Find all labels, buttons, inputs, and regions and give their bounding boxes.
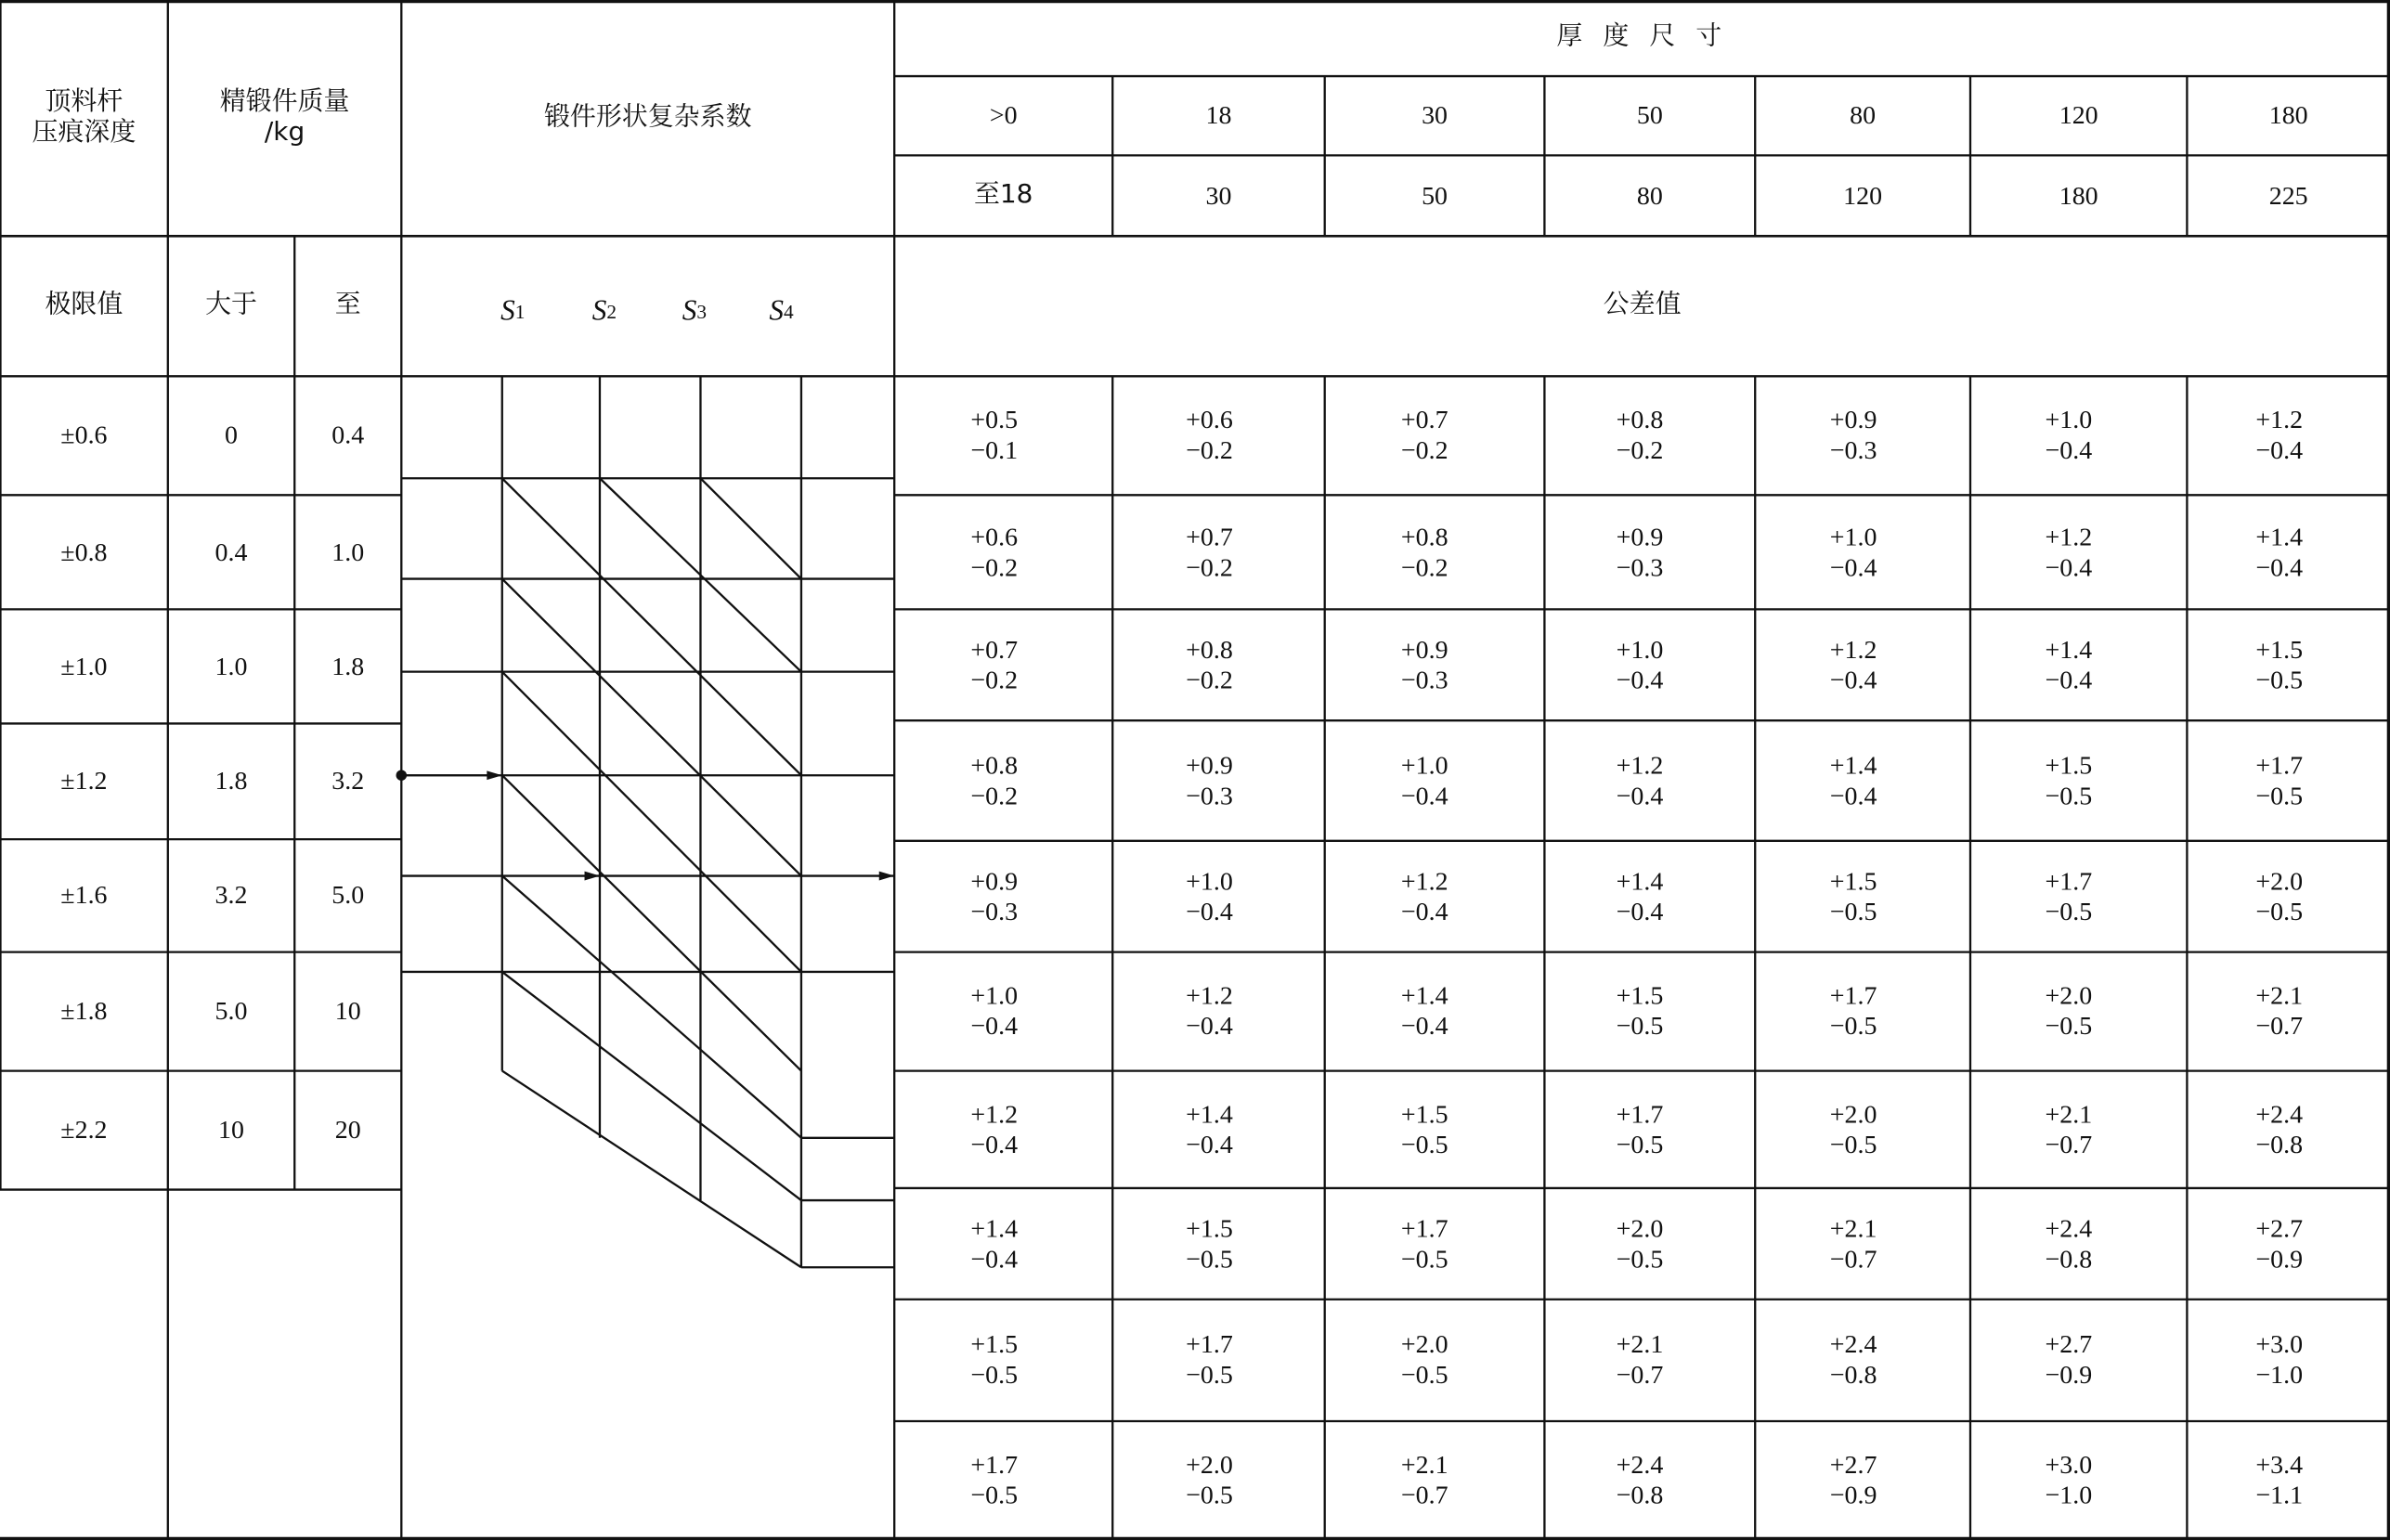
tolerance-cell <box>1325 609 1545 720</box>
tolerance-upper: +1.5 <box>1400 1099 1448 1129</box>
tolerance-cell <box>1755 841 1970 952</box>
tolerance-lower: −0.2 <box>1400 551 1448 582</box>
tolerance-lower: −0.7 <box>1616 1360 1664 1390</box>
tolerance-cell <box>1112 1071 1324 1188</box>
tolerance-upper: +2.0 <box>1186 1450 1233 1481</box>
tolerance-upper: +2.1 <box>2045 1099 2093 1129</box>
tolerance-lower: −0.5 <box>1400 1360 1448 1390</box>
tolerance-upper: +0.7 <box>1400 406 1448 435</box>
tolerance-cell <box>1544 1071 1755 1188</box>
diagram-diagonal <box>502 1071 801 1268</box>
tolerance-cell <box>1970 495 2187 609</box>
tolerance-upper: +2.7 <box>2045 1330 2093 1360</box>
diagram-diagonal <box>502 579 801 876</box>
tolerance-cell <box>2187 841 2390 952</box>
tolerance-upper: +2.1 <box>1829 1213 1877 1243</box>
usage-arrow-out-head <box>879 872 894 881</box>
tolerance-lower: −0.2 <box>1186 435 1233 465</box>
thickness-to: 30 <box>1205 180 1232 210</box>
tolerance-cell <box>1544 1421 1755 1540</box>
tolerance-lower: −0.5 <box>1829 1011 1877 1041</box>
thickness-to: 180 <box>2059 180 2098 210</box>
tolerance-upper: +3.4 <box>2255 1450 2304 1481</box>
tolerance-cell <box>1325 1421 1545 1540</box>
symbol-s3-letter: S <box>682 295 697 328</box>
tolerance-upper: +2.4 <box>1616 1450 1664 1481</box>
tolerance-upper: +1.0 <box>1829 522 1877 551</box>
limit-value: ±0.6 <box>60 421 108 450</box>
tolerance-cell <box>1544 952 1755 1071</box>
tolerance-upper: +1.7 <box>1829 981 1877 1011</box>
thickness-from: 18 <box>1205 100 1232 130</box>
tolerance-cell <box>1970 1071 2187 1188</box>
tolerance-cell <box>894 609 1112 720</box>
tolerance-cell <box>1970 952 2187 1071</box>
symbol-s3 <box>656 274 733 350</box>
tolerance-lower: −0.3 <box>1400 665 1448 694</box>
tolerance-upper: +1.5 <box>1186 1213 1233 1243</box>
tolerance-lower: −0.9 <box>2255 1243 2304 1274</box>
header-shape-complexity: 锻件形状复杂系数 <box>543 101 752 133</box>
tolerance-upper: +1.5 <box>970 1330 1019 1360</box>
thickness-from: 80 <box>1850 100 1877 130</box>
tolerance-lower: −0.2 <box>970 551 1019 582</box>
tolerance-cell <box>1970 1300 2187 1421</box>
tolerance-upper: +0.7 <box>970 635 1019 665</box>
mass-to: 1.0 <box>331 537 365 566</box>
tolerance-cell <box>1325 1188 1545 1300</box>
tolerance-upper: +2.0 <box>1616 1213 1664 1243</box>
tolerance-upper: +0.6 <box>1186 406 1233 435</box>
tolerance-cell <box>1755 1300 1970 1421</box>
tolerance-lower: −0.4 <box>2045 665 2093 694</box>
mass-from: 1.8 <box>214 766 248 796</box>
tolerance-lower: −0.1 <box>970 435 1019 465</box>
thickness-to: 至18 <box>973 179 1033 210</box>
tolerance-lower: −1.0 <box>2045 1481 2093 1510</box>
tolerance-upper: +0.8 <box>1186 635 1233 665</box>
tolerance-upper: +1.4 <box>1186 1099 1233 1129</box>
tolerance-lower: −0.5 <box>1400 1129 1448 1158</box>
tolerance-lower: −0.4 <box>2255 435 2304 465</box>
header-forging-mass-unit: /kg <box>264 116 305 148</box>
tolerance-lower: −0.3 <box>1829 435 1877 465</box>
tolerance-lower: −0.5 <box>1616 1129 1664 1158</box>
diagram-diagonal <box>502 672 801 972</box>
tolerance-cell <box>1325 841 1545 952</box>
thickness-to: 50 <box>1422 180 1448 210</box>
tolerance-lower: −0.3 <box>970 896 1019 925</box>
tolerance-upper: +2.4 <box>2255 1099 2304 1129</box>
tolerance-cell <box>894 1300 1112 1421</box>
tolerance-lower: −0.5 <box>1829 1129 1877 1158</box>
tolerance-upper: +1.7 <box>970 1450 1019 1481</box>
tolerance-cell <box>894 1421 1112 1540</box>
tolerance-cell <box>1112 609 1324 720</box>
tolerance-upper: +1.0 <box>1616 635 1664 665</box>
tolerance-cell <box>1970 609 2187 720</box>
tolerance-lower: −0.4 <box>1616 896 1664 925</box>
symbol-s3-subscript: 3 <box>696 299 708 323</box>
tolerance-upper: +0.8 <box>1616 406 1664 435</box>
thickness-from: >0 <box>989 100 1018 130</box>
tolerance-lower: −0.3 <box>1616 551 1664 582</box>
tolerance-upper: +1.2 <box>1829 635 1877 665</box>
tolerance-cell <box>2187 609 2390 720</box>
tolerance-cell <box>1755 1421 1970 1540</box>
tolerance-upper: +1.2 <box>1616 750 1664 781</box>
tolerance-cell <box>1755 376 1970 495</box>
header-mass-greater-than: 大于 <box>205 290 257 320</box>
tolerance-cell <box>1112 952 1324 1071</box>
tolerance-upper: +1.4 <box>1829 750 1877 781</box>
tolerance-lower: −0.7 <box>1829 1243 1877 1274</box>
tolerance-cell <box>1755 495 1970 609</box>
tolerance-upper: +2.7 <box>2255 1213 2304 1243</box>
tolerance-upper: +1.4 <box>2255 522 2304 551</box>
thickness-from: 120 <box>2059 100 2098 130</box>
diagram-diagonal <box>502 478 801 775</box>
tolerance-cell <box>1544 609 1755 720</box>
tolerance-lower: −0.5 <box>2045 896 2093 925</box>
tolerance-lower: −0.4 <box>1829 780 1877 810</box>
thickness-to: 225 <box>2268 180 2308 210</box>
tolerance-upper: +1.0 <box>1186 866 1233 896</box>
tolerance-upper: +1.7 <box>1616 1099 1664 1129</box>
tolerance-cell <box>1755 1188 1970 1300</box>
tolerance-lower: −0.5 <box>1829 896 1877 925</box>
tolerance-upper: +1.0 <box>2045 406 2093 435</box>
tolerance-cell <box>1544 376 1755 495</box>
tolerance-lower: −0.4 <box>970 1243 1019 1274</box>
tolerance-upper: +0.9 <box>1186 750 1233 781</box>
tolerance-lower: −0.4 <box>1616 780 1664 810</box>
tolerance-cell <box>1544 720 1755 841</box>
symbol-s1-letter: S <box>500 295 515 328</box>
tolerance-upper: +1.5 <box>1829 866 1877 896</box>
header-forging-mass <box>168 0 401 236</box>
tolerance-upper: +0.9 <box>1829 406 1877 435</box>
tolerance-cell <box>1325 376 1545 495</box>
tolerance-cell <box>1970 720 2187 841</box>
tolerance-upper: +0.7 <box>1186 522 1233 551</box>
tolerance-lower: −0.4 <box>1400 780 1448 810</box>
symbol-s1-subscript: 1 <box>514 299 526 323</box>
tolerance-cell <box>1112 1421 1324 1540</box>
tolerance-upper: +0.8 <box>970 750 1019 781</box>
tolerance-cell <box>1325 495 1545 609</box>
mass-to: 0.4 <box>331 421 365 450</box>
tolerance-lower: −0.5 <box>2255 665 2304 694</box>
tolerance-upper: +2.1 <box>1400 1450 1448 1481</box>
tolerance-cell <box>1755 609 1970 720</box>
tolerance-upper: +2.0 <box>1400 1330 1448 1360</box>
tolerance-lower: −0.4 <box>1186 896 1233 925</box>
tolerance-cell <box>1544 495 1755 609</box>
header-limit-value: 极限值 <box>45 290 123 320</box>
tolerance-upper: +1.2 <box>970 1099 1019 1129</box>
tolerance-upper: +1.5 <box>2255 635 2304 665</box>
tolerance-upper: +3.0 <box>2045 1450 2093 1481</box>
thickness-from: 180 <box>2268 100 2308 130</box>
limit-value: ±1.2 <box>60 766 108 796</box>
mass-to: 10 <box>334 996 361 1026</box>
thickness-from: 50 <box>1636 100 1663 130</box>
diagram-diagonal <box>502 775 801 1070</box>
tolerance-cell <box>1112 1300 1324 1421</box>
tolerance-lower: −0.5 <box>970 1481 1019 1510</box>
mass-from: 10 <box>218 1115 244 1145</box>
limit-value: ±1.0 <box>60 651 108 681</box>
tolerance-lower: −0.7 <box>2255 1011 2304 1041</box>
tolerance-upper: +2.0 <box>2255 866 2304 896</box>
tolerance-upper: +1.2 <box>2255 406 2304 435</box>
tolerance-cell <box>1970 1421 2187 1540</box>
tolerance-lower: −0.4 <box>2045 551 2093 582</box>
tolerance-upper: +1.5 <box>1616 981 1664 1011</box>
tolerance-lower: −0.4 <box>1829 665 1877 694</box>
symbol-s1 <box>474 274 551 350</box>
symbol-s2-letter: S <box>591 295 607 328</box>
tolerance-lower: −0.5 <box>1186 1243 1233 1274</box>
tolerance-cell <box>894 495 1112 609</box>
mass-to: 20 <box>334 1115 361 1145</box>
mass-from: 1.0 <box>214 651 248 681</box>
mass-to: 3.2 <box>331 766 365 796</box>
limit-value: ±1.8 <box>60 996 108 1026</box>
tolerance-lower: −1.1 <box>2255 1481 2304 1510</box>
tolerance-cell <box>894 1071 1112 1188</box>
tolerance-cell <box>1325 720 1545 841</box>
tolerance-cell <box>894 720 1112 841</box>
tolerance-cell <box>1970 841 2187 952</box>
tolerance-lower: −0.2 <box>970 780 1019 810</box>
header-ejector-mark-depth <box>0 0 168 236</box>
tolerance-upper: +0.6 <box>970 522 1019 551</box>
mass-from: 0 <box>225 421 239 450</box>
mass-to: 5.0 <box>331 880 365 911</box>
tolerance-upper: +1.7 <box>2255 750 2304 781</box>
limit-value: ±0.8 <box>60 537 108 566</box>
tolerance-upper: +0.9 <box>970 866 1019 896</box>
tolerance-lower: −0.4 <box>1186 1129 1233 1158</box>
tolerance-lower: −0.8 <box>2255 1129 2304 1158</box>
tolerance-lower: −0.4 <box>1186 1011 1233 1041</box>
tolerance-cell <box>2187 376 2390 495</box>
tolerance-upper: +1.4 <box>1400 981 1448 1011</box>
tolerance-cell <box>1755 720 1970 841</box>
tolerance-lower: −0.5 <box>1186 1360 1233 1390</box>
symbol-s4-subscript: 4 <box>784 299 794 323</box>
tolerance-lower: −0.8 <box>1829 1360 1877 1390</box>
thickness-to: 80 <box>1636 180 1663 210</box>
usage-arrow-diagonal-head <box>585 872 600 881</box>
tolerance-cell <box>894 841 1112 952</box>
symbol-s2-subscript: 2 <box>606 299 617 323</box>
tolerance-cell <box>1544 841 1755 952</box>
tolerance-upper: +1.4 <box>1616 866 1664 896</box>
tolerance-lower: −0.5 <box>1616 1011 1664 1041</box>
tolerance-lower: −0.3 <box>1186 780 1233 810</box>
tolerance-lower: −0.5 <box>2255 896 2304 925</box>
tolerance-cell <box>1325 1300 1545 1421</box>
tolerance-lower: −0.2 <box>1400 435 1448 465</box>
thickness-to: 120 <box>1843 180 1883 210</box>
tolerance-lower: −0.2 <box>970 665 1019 694</box>
tolerance-lower: −0.5 <box>970 1360 1019 1390</box>
tolerance-upper: +1.5 <box>2045 750 2093 781</box>
tolerance-upper: +0.8 <box>1400 522 1448 551</box>
tolerance-cell <box>894 952 1112 1071</box>
tolerance-lower: −0.4 <box>970 1011 1019 1041</box>
tolerance-upper: +1.2 <box>1400 866 1448 896</box>
mass-from: 3.2 <box>214 880 248 911</box>
tolerance-upper: +2.1 <box>2255 981 2304 1011</box>
limit-value: ±1.6 <box>60 880 108 911</box>
tolerance-lower: −0.2 <box>1186 665 1233 694</box>
header-mass-up-to: 至 <box>334 290 361 320</box>
tolerance-upper: +2.0 <box>1829 1099 1877 1129</box>
tolerance-cell <box>2187 495 2390 609</box>
tolerance-cell <box>894 1188 1112 1300</box>
tolerance-cell <box>1755 1071 1970 1188</box>
tolerance-upper: +1.2 <box>2045 522 2093 551</box>
tolerance-lower: −0.2 <box>1186 551 1233 582</box>
tolerance-upper: +0.9 <box>1616 522 1664 551</box>
mass-from: 5.0 <box>214 996 248 1026</box>
tolerance-lower: −0.4 <box>1400 896 1448 925</box>
tolerance-upper: +1.0 <box>1400 750 1448 781</box>
tolerance-lower: −0.4 <box>970 1129 1019 1158</box>
tolerance-upper: +1.7 <box>1400 1213 1448 1243</box>
diagram-diagonal <box>700 478 800 578</box>
tolerance-upper: +1.4 <box>970 1213 1019 1243</box>
tolerance-cell <box>2187 1421 2390 1540</box>
header-thickness-dimension: 厚 度 尺 寸 <box>1556 21 1728 53</box>
thickness-from: 30 <box>1422 100 1448 130</box>
tolerance-lower: −0.5 <box>2045 1011 2093 1041</box>
tolerance-cell <box>1970 1188 2187 1300</box>
tolerance-upper: +0.9 <box>1400 635 1448 665</box>
tolerance-cell <box>2187 1300 2390 1421</box>
tolerance-lower: −0.7 <box>2045 1129 2093 1158</box>
tolerance-cell <box>1112 495 1324 609</box>
tolerance-lower: −0.5 <box>1400 1243 1448 1274</box>
tolerance-lower: −0.2 <box>1616 435 1664 465</box>
tolerance-upper: +0.5 <box>970 406 1019 435</box>
mass-to: 1.8 <box>331 651 365 681</box>
tolerance-lower: −0.8 <box>2045 1243 2093 1274</box>
symbol-s4-letter: S <box>769 295 785 328</box>
tolerance-cell <box>1970 376 2187 495</box>
tolerance-upper: +1.7 <box>1186 1330 1233 1360</box>
tolerance-lower: −0.5 <box>1186 1481 1233 1510</box>
tolerance-cell <box>2187 1071 2390 1188</box>
tolerance-lower: −0.9 <box>2045 1360 2093 1390</box>
tolerance-cell <box>894 376 1112 495</box>
tolerance-lower: −0.8 <box>1616 1481 1664 1510</box>
tolerance-lower: −0.4 <box>2045 435 2093 465</box>
tolerance-cell <box>1325 952 1545 1071</box>
tolerance-lower: −0.5 <box>2255 780 2304 810</box>
tolerance-cell <box>1112 841 1324 952</box>
tolerance-upper: +2.0 <box>2045 981 2093 1011</box>
tolerance-cell <box>1755 952 1970 1071</box>
header-ejector-mark-depth-line1: 顶料杆 <box>45 86 123 118</box>
tolerance-lower: −0.4 <box>1616 665 1664 694</box>
tolerance-upper: +1.7 <box>2045 866 2093 896</box>
tolerance-cell <box>2187 720 2390 841</box>
tolerance-lower: −0.4 <box>2255 551 2304 582</box>
tolerance-cell <box>1325 1071 1545 1188</box>
header-forging-mass-line1: 精锻件质量 <box>219 86 350 118</box>
tolerance-lower: −0.5 <box>2045 780 2093 810</box>
limit-value: ±2.2 <box>60 1115 108 1145</box>
tolerance-upper: +1.0 <box>970 981 1019 1011</box>
tolerance-cell <box>1112 376 1324 495</box>
tolerance-lower: −0.9 <box>1829 1481 1877 1510</box>
mass-from: 0.4 <box>214 537 248 566</box>
tolerance-cell <box>2187 1188 2390 1300</box>
tolerance-cell <box>1544 1188 1755 1300</box>
tolerance-lower: −1.0 <box>2255 1360 2304 1390</box>
tolerance-cell <box>1112 720 1324 841</box>
tolerance-upper: +3.0 <box>2255 1330 2304 1360</box>
header-ejector-mark-depth-line2: 压痕深度 <box>32 116 136 148</box>
tolerance-upper: +2.4 <box>2045 1213 2093 1243</box>
tolerance-upper: +1.2 <box>1186 981 1233 1011</box>
tolerance-upper: +2.4 <box>1829 1330 1877 1360</box>
symbol-s2 <box>566 274 643 350</box>
symbol-s4 <box>743 274 819 350</box>
tolerance-upper: +2.7 <box>1829 1450 1877 1481</box>
header-tolerance-value: 公差值 <box>1603 290 1682 320</box>
tolerance-lower: −0.5 <box>1616 1243 1664 1274</box>
tolerance-upper: +2.1 <box>1616 1330 1664 1360</box>
tolerance-lower: −0.4 <box>1400 1011 1448 1041</box>
tolerance-upper: +1.4 <box>2045 635 2093 665</box>
tolerance-lower: −0.4 <box>1829 551 1877 582</box>
usage-arrow-in-head <box>487 770 501 780</box>
tolerance-cell <box>2187 952 2390 1071</box>
tolerance-lower: −0.7 <box>1400 1481 1448 1510</box>
tolerance-cell <box>1112 1188 1324 1300</box>
tolerance-cell <box>1544 1300 1755 1421</box>
